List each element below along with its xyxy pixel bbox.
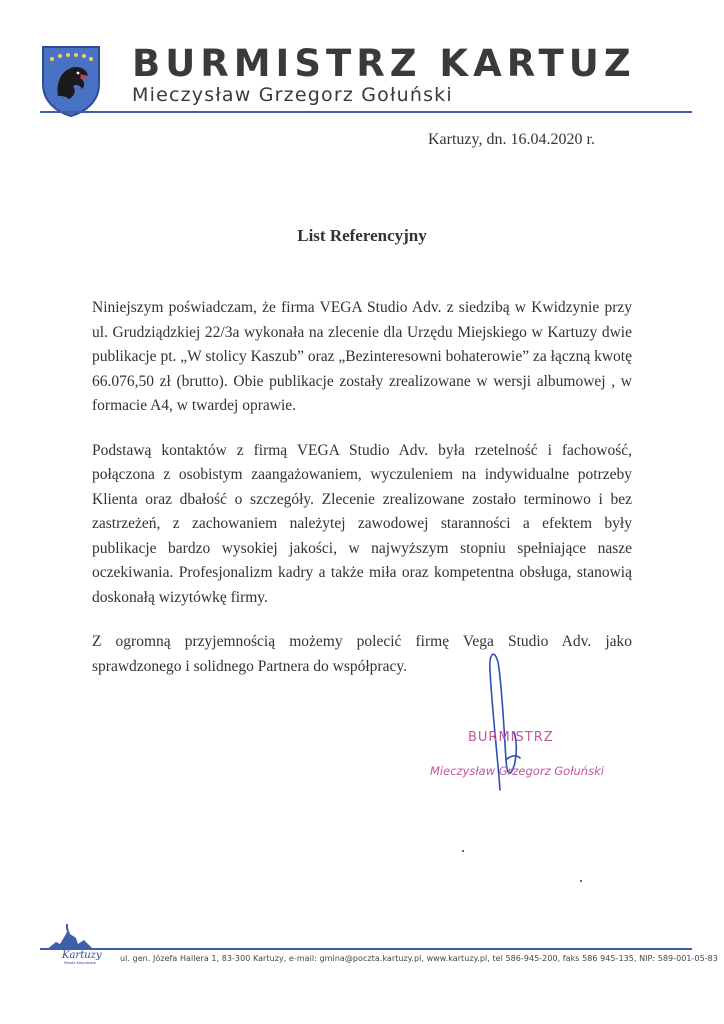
footer-address: ul. gen. Józefa Hallera 1, 83-300 Kartuzy, e-mail: gmina@poczta.kartuzy.pl, www.kartuzy.pl, tel 586-945-200, faks 586 945-135, NIP: 589-001-05-83 xyxy=(120,954,718,963)
header-subtitle: Mieczysław Grzegorz Gołuński xyxy=(132,84,453,106)
svg-text:Miasto Kaszubskie: Miasto Kaszubskie xyxy=(64,961,97,965)
stamp-title: BURMISTRZ xyxy=(468,730,554,745)
scan-speck xyxy=(462,850,464,852)
header-divider xyxy=(40,111,692,113)
document-date: Kartuzy, dn. 16.04.2020 r. xyxy=(428,131,595,148)
footer-divider xyxy=(40,948,692,950)
kartuzy-logo-icon xyxy=(40,922,114,966)
header-title: BURMISTRZ KARTUZ xyxy=(132,42,636,85)
document-title: List Referencyjny xyxy=(297,226,427,245)
svg-text:Kartuzy: Kartuzy xyxy=(62,950,102,961)
paragraph: Podstawą kontaktów z firmą VEGA Studio Adv. była rzetelność i fachowość, połączona z osobistym zaangażowaniem, wyczuleniem na indywidualne potrzeby Klienta oraz dbałość o szczegóły. Zlecenie zrealizowane zostało terminowo i bez zastrzeżeń, z zachowaniem należytej zawodowej staranności a efektem były publikacje bardzo wysokiej jakości, w najwyższym stopniu spełniające nasze oczekiwania. Profesjonalizm kadry a także miła oraz kompetentna obsługa, stanowią doskonałą wizytówkę firmy. xyxy=(92,441,632,606)
paragraph: Z ogromną przyjemnością możemy polecić firmę Vega Studio Adv. jako sprawdzonego i solidnego Partnera do współpracy. xyxy=(92,633,632,675)
coat-of-arms-icon xyxy=(40,44,102,118)
letter-body xyxy=(92,296,632,699)
paragraph: Niniejszym poświadczam, że firma VEGA Studio Adv. z siedzibą w Kwidzynie przy ul. Grudziądzkiej 22/3a wykonała na zlecenie dla Urzędu Miejskiego w Kartuzy dwie publikacje pt. „W stolicy Kaszub” oraz „Bezinteresowni bohaterowie” za łączną kwotę 66.076,50 zł (brutto). Obie publikacje zostały zrealizowane w wersji albumowej , w formacie A4, w twardej oprawie. xyxy=(92,299,632,414)
scan-speck xyxy=(580,880,582,882)
stamp-name: Mieczysław Grzegorz Gołuński xyxy=(430,764,604,778)
